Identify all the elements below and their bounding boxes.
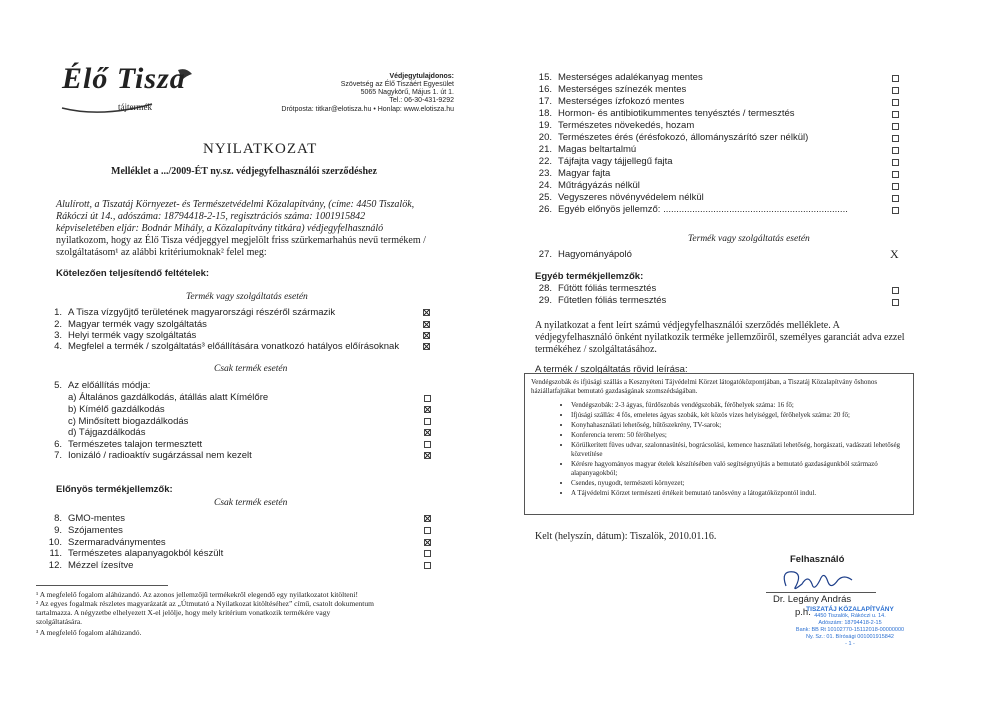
criterion-row: 15. Mesterséges adalékanyag mentes: [538, 72, 703, 83]
criterion-row: 5. Az előállítás módja:: [54, 380, 151, 391]
criterion-row: 24. Műtrágyázás nélkül: [538, 180, 640, 191]
checkbox-checked[interactable]: [424, 515, 431, 522]
description-item: • Ifjúsági szállás: 4 fős, emeletes ágyas szobák, két közös vizes helyiséggel, férőhelyek száma: 20 fő;: [571, 411, 907, 420]
footnote: ³ A megfelelő fogalom aláhúzandó.: [36, 628, 142, 637]
checkbox-empty[interactable]: [892, 99, 899, 106]
description-list: [531, 401, 907, 498]
checkbox-checked[interactable]: [423, 321, 430, 328]
criterion-row: 9. Szójamentes: [54, 525, 123, 536]
checkbox-empty[interactable]: [424, 418, 431, 425]
sponsor-line: 5065 Nagykörű, Május 1. út 1.: [360, 89, 454, 96]
description-item: • Körülkerített füves udvar, szalonnasütési, bográcsolási, kemence használati lehetőség, horgászati, vadászati lehetőség közvetítése: [571, 441, 907, 459]
description-intro: Vendégszobák és ifjúsági szállás a Kesznyéteni Tájvédelmi Körzet látogatóközpontjában, a Tiszatáj Közalapítvány őshonos háziállatfajtákat bemutató gazdaságának szomszédságában.: [531, 378, 878, 395]
description-item: • Csendes, nyugodt, természeti környezet;: [571, 479, 907, 488]
intro-line: szolgáltatásom¹ az alábbi kritériumoknak² felel meg:: [56, 247, 267, 258]
description-title: A termék / szolgáltatás rövid leírása:: [535, 364, 688, 375]
checkbox-empty[interactable]: [892, 159, 899, 166]
footnote: ² Az egyes fogalmak részletes magyarázatát az „Útmutató a Nyilatkozat kitöltéséhez” című, csatolt dokumentum: [36, 599, 374, 608]
sponsor-line: Tel.: 06-30-431-9292: [389, 97, 454, 104]
caption: Termék vagy szolgáltatás esetén: [688, 234, 810, 244]
criterion-row: 10. Szermaradványmentes: [48, 537, 166, 548]
checkbox-empty[interactable]: [424, 527, 431, 534]
sponsor-contact: Drótposta: titkar@elotisza.hu • Honlap: www.elotisza.hu: [281, 106, 454, 113]
checkbox-checked[interactable]: [423, 309, 430, 316]
criterion-row: 16. Mesterséges színezék mentes: [538, 84, 687, 95]
page-right: [500, 0, 1000, 707]
checkbox-empty[interactable]: [892, 87, 899, 94]
criterion-mark: X: [890, 247, 899, 261]
section-heading-mandatory: Kötelezően teljesítendő feltételek:: [56, 268, 210, 279]
description-item: • Konyhahasználati lehetőség, hűtőszekrény, TV-sarok;: [571, 421, 907, 430]
criterion-row: 23. Magyar fajta: [538, 168, 611, 179]
criterion-row: 12. Mézzel ízesítve: [48, 560, 134, 571]
checkbox-checked[interactable]: [424, 452, 431, 459]
criterion-row: 7. Ionizáló / radioaktív sugárzással nem kezelt: [54, 450, 252, 461]
seal-placeholder: p.h.: [795, 607, 811, 618]
criterion-row: 18. Hormon- és antibiotikummentes tenyésztés / termesztés: [538, 108, 795, 119]
criterion-row: 2. Magyar termék vagy szolgáltatás: [54, 319, 207, 330]
criterion-row: 3. Helyi termék vagy szolgáltatás: [54, 330, 197, 341]
criterion-row: 8. GMO-mentes: [54, 513, 126, 524]
criterion-row: 29. Fűtetlen fóliás termesztés: [538, 295, 667, 306]
criterion-row: b) Kímélő gazdálkodás: [68, 404, 165, 415]
description-item: • Vendégszobák: 2-3 ágyas, fürdőszobás vendégszobák, férőhelyek száma: 16 fő;: [571, 401, 907, 410]
checkbox-checked[interactable]: [424, 429, 431, 436]
criterion-row: 20. Természetes érés (érésfokozó, állományszárító szer nélkül): [538, 132, 809, 143]
intro-line: Alulírott, a Tiszatáj Környezet- és Természetvédelmi Közalapítvány, (címe: 4450 Tiszalök,: [56, 199, 415, 210]
intro-line: nyilatkozom, hogy az Élő Tisza védjeggyel megjelölt friss szürkemarhahús nevű termékem /: [56, 235, 426, 246]
signer-name: Dr. Legány András: [773, 594, 852, 605]
footnote: ¹ A megfelelő fogalom aláhúzandó. Az azonos jellemzőjű termékekről elegendő egy nyilatkozatot kitölteni!: [36, 590, 358, 599]
checkbox-empty[interactable]: [424, 395, 431, 402]
closing-line: termékéhez / szolgáltatásához.: [535, 344, 657, 355]
description-item: • Kérésre hagyományos magyar ételek készítésében való segítségnyújtás a bemutató gazdaságunkból származó alapanyagokból;: [571, 460, 907, 478]
criterion-row: 22. Tájfajta vagy tájjellegű fajta: [538, 156, 673, 167]
document-title: NYILATKOZAT: [203, 141, 318, 157]
criterion-row: 11. Természetes alapanyagokból készült: [49, 548, 224, 559]
criterion-row: a) Általános gazdálkodás, átállás alatt Kímélőre: [68, 392, 269, 403]
sponsor-heading: Védjegytulajdonos:: [389, 73, 454, 80]
checkbox-empty[interactable]: [892, 75, 899, 82]
checkbox-empty[interactable]: [892, 123, 899, 130]
date-line: Kelt (helyszín, dátum): Tiszalök, 2010.01.16.: [535, 531, 717, 542]
signature-line: [766, 592, 876, 593]
sponsor-line: Szövetség az Élő Tiszáért Egyesület: [340, 81, 454, 88]
document-subtitle: Melléklet a .../2009-ÉT ny.sz. védjegyfelhasználói szerződéshez: [111, 166, 377, 177]
checkbox-empty[interactable]: [424, 562, 431, 569]
criterion-row: 28. Fűtött fóliás termesztés: [538, 283, 657, 294]
footnote: szolgáltatására.: [36, 617, 83, 626]
checkbox-empty[interactable]: [892, 287, 899, 294]
user-label: Felhasználó: [790, 554, 845, 565]
logo-subtitle: tájtermék: [118, 102, 152, 112]
description-box: [524, 373, 914, 515]
criterion-row: 4. Megfelel a termék / szolgáltatás³ előállítására vonatkozó hatályos előírásoknak: [54, 341, 400, 352]
checkbox-empty[interactable]: [892, 135, 899, 142]
criterion-row: d) Tájgazdálkodás: [68, 427, 146, 438]
criterion-row: 19. Természetes növekedés, hozam: [538, 120, 695, 131]
checkbox-empty[interactable]: [424, 441, 431, 448]
intro-line: képviseletében eljár: Bodnár Mihály, a Közalapítvány titkára) védjegyfelhasználó: [56, 223, 384, 234]
organization-stamp: TISZATÁJ KÖZALAPÍTVÁNY 4450 Tiszalök, Rákóczi u. 14. Adószám: 18794418-2-15 Bank: BB Rt 10102770-15112018-00000000 Ny. Sz.: 01. Bírósági 001001915842 - 1 -: [795, 606, 905, 647]
section-heading-other: Egyéb termékjellemzők:: [535, 271, 644, 282]
caption: Termék vagy szolgáltatás esetén: [186, 292, 308, 302]
footnote: tartalmazza. A négyzetbe elhelyezett X-el jelölje, hogy mely kritérium vonatkozik termékére vagy: [36, 608, 331, 617]
checkbox-empty[interactable]: [892, 195, 899, 202]
closing-line: A nyilatkozat a fent leírt számú védjegyfelhasználói szerződés melléklete. A: [535, 320, 840, 331]
closing-line: védjegyfelhasználó önként nyilatkozik terméke jellemzőiről, személyes garanciát adva ezzel: [535, 332, 905, 343]
checkbox-checked[interactable]: [424, 406, 431, 413]
checkbox-empty[interactable]: [424, 550, 431, 557]
description-item: • A Tájvédelmi Körzet természeti értékeit bemutató tanösvény a látogatóközpontól indul.: [571, 489, 907, 498]
footnote-divider: [36, 585, 168, 586]
caption: Csak termék esetén: [214, 498, 288, 508]
criterion-row: 17. Mesterséges ízfokozó mentes: [538, 96, 685, 107]
checkbox-empty[interactable]: [892, 147, 899, 154]
criterion-row: 27. Hagyományápoló: [538, 249, 632, 260]
checkbox-empty[interactable]: [892, 207, 899, 214]
criterion-row: 25. Vegyszeres növényvédelem nélkül: [538, 192, 704, 203]
criterion-row: 26. Egyéb előnyös jellemző: ......................................................................: [538, 204, 848, 215]
checkbox-checked[interactable]: [424, 539, 431, 546]
logo-wordmark: Élő Tisza: [62, 62, 186, 95]
checkbox-empty[interactable]: [892, 111, 899, 118]
criterion-row: 6. Természetes talajon termesztett: [54, 439, 203, 450]
description-item: • Konferencia terem: 50 férőhelyes;: [571, 431, 907, 440]
section-heading-advantages: Előnyös termékjellemzők:: [56, 484, 173, 495]
criterion-row: 21. Magas beltartalmú: [538, 144, 637, 155]
criterion-row: c) Minősített biogazdálkodás: [68, 416, 189, 427]
intro-line: Rákóczi út 14., adószáma: 18794418-2-15, regisztrációs száma: 1001915842: [56, 211, 366, 222]
criterion-row: 1. A Tisza vízgyűjtő területének magyarországi részéről származik: [54, 307, 336, 318]
checkbox-checked[interactable]: [423, 332, 430, 339]
checkbox-checked[interactable]: [423, 343, 430, 350]
checkbox-empty[interactable]: [892, 183, 899, 190]
caption: Csak termék esetén: [214, 364, 288, 374]
checkbox-empty[interactable]: [892, 299, 899, 306]
checkbox-empty[interactable]: [892, 171, 899, 178]
